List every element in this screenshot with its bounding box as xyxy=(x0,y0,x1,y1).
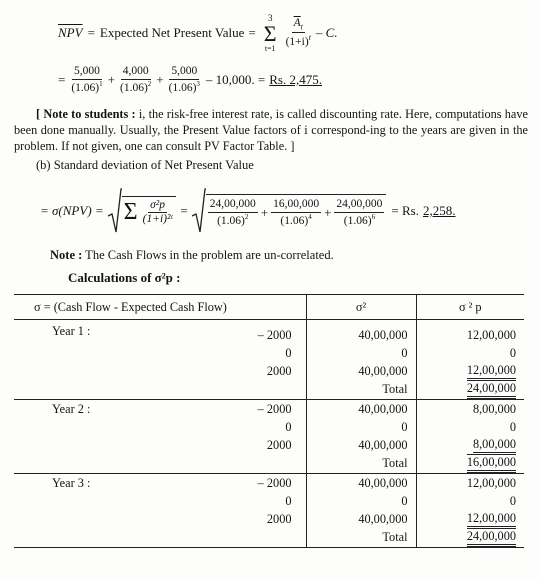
total-row xyxy=(14,528,524,548)
deviation-cell: Year 3 : – 2000 xyxy=(14,474,306,493)
header-sigma-sq-p: σ ² p xyxy=(416,295,524,320)
npv-computation: = $\frac{5,000}{(1.06)^1}$ + $\frac{4,000}{(1.06)^2}$ + $\frac{5,000}{(1.06)^3}$ – 10,000. = Rs. 2,475. xyxy=(58,65,322,94)
minus-c: – C. xyxy=(315,25,338,40)
std-dev-result: 2,258. xyxy=(422,203,456,218)
sigma-sq-cell: 40,00,000 xyxy=(306,400,416,419)
table-row xyxy=(14,418,524,436)
sigma-sq-cell: 0 xyxy=(306,418,416,436)
sigma-sq-p-cell: 0 xyxy=(416,344,524,362)
sigma-sq-p-cell: 0 xyxy=(416,418,524,436)
sigma-sq-cell: 40,00,000 xyxy=(306,436,416,454)
sigma-sq-p-cell: 12,00,000 xyxy=(416,320,524,345)
sigma-sum: 3 Σ t=1 xyxy=(263,12,277,53)
empty-cell xyxy=(14,454,306,474)
table-header xyxy=(14,295,524,320)
sigma-sq-cell: 0 xyxy=(306,344,416,362)
sigma-sq-p-cell: 12,00,000 xyxy=(416,362,524,380)
sigma-sq-p-cell: 8,00,000 xyxy=(416,400,524,419)
total-row xyxy=(14,454,524,474)
total-value: 24,00,000 xyxy=(416,380,524,400)
year-label: Year 2 : xyxy=(52,402,91,416)
total-label: Total xyxy=(306,528,416,548)
total-value: 16,00,000 xyxy=(416,454,524,474)
sigma-sq-cell: 40,00,000 xyxy=(306,362,416,380)
computation-tail: – 10,000. = xyxy=(205,72,266,87)
radical-icon xyxy=(108,188,122,234)
section-b-heading: (b) Standard deviation of Net Present Value xyxy=(36,158,254,172)
note-to-students: [ Note to students : i, the risk-free interest rate, is called discounting rate. Here, computations have been done manually. Usually, the Present Value factors of i correspond-ing to the years are given in the problem. If not given, one can consult PV Factor Table. ] xyxy=(14,107,528,153)
header-sigma-sq: σ² xyxy=(306,295,416,320)
radical-icon xyxy=(192,188,206,234)
sigma-sq-cell: 40,00,000 xyxy=(306,320,416,345)
calculations-table xyxy=(14,294,524,548)
sigma-sq-p-cell: 0 xyxy=(416,492,524,510)
table-row xyxy=(14,492,524,510)
calculations-title: Calculations of σ²p : xyxy=(68,270,181,285)
table-row xyxy=(14,474,524,493)
deviation-cell: 0 xyxy=(285,493,292,508)
deviation-cell: 2000 xyxy=(266,511,292,526)
deviation-cell: 0 xyxy=(285,419,292,434)
total-label: Total xyxy=(306,454,416,474)
empty-cell xyxy=(14,380,306,400)
year-label: Year 1 : xyxy=(52,324,91,338)
term-3: $\frac{5,000}{(1.06)^3}$ xyxy=(168,65,200,94)
deviation-cell: 2000 xyxy=(266,363,292,378)
sigma-sq-p-cell: 8,00,000 xyxy=(416,436,524,454)
sqrt-sum: Σ $\frac{\text{σ²p}}{\text{(1+i)²ᵗ}}$ xyxy=(108,188,177,234)
term-1: $\frac{5,000}{(1.06)^1}$ xyxy=(71,65,103,94)
note-uncorrelated: Note : The Cash Flows in the problem are un-correlated. xyxy=(50,248,334,262)
npv-label: Expected Net Present Value xyxy=(99,25,245,40)
deviation-cell: 0 xyxy=(285,345,292,360)
sigma-sq-p-cell: 12,00,000 xyxy=(416,510,524,528)
empty-cell xyxy=(14,528,306,548)
total-label: Total xyxy=(306,380,416,400)
sigma-sq-p-cell: 12,00,000 xyxy=(416,474,524,493)
table-row xyxy=(14,510,524,528)
table-row xyxy=(14,344,524,362)
total-value: 24,00,000 xyxy=(416,528,524,548)
deviation-cell: Year 1 : – 2000 xyxy=(52,324,292,342)
sqrt-values: $\frac{24,00,000}{(1.06)^2}$ + $\frac{16,00,000}{(1.06)^4}$ + $\frac{24,00,000}{(1.06)^6}$ xyxy=(192,188,387,234)
deviation-cell: Year 2 : – 2000 xyxy=(14,400,306,419)
table-row xyxy=(14,320,524,345)
npv-symbol: $\overline{NPV}$ xyxy=(58,25,83,40)
sigma-sq-cell: 0 xyxy=(306,492,416,510)
sigma-sq-cell: 40,00,000 xyxy=(306,474,416,493)
table-row xyxy=(14,436,524,454)
table-row xyxy=(14,400,524,419)
header-deviation: σ = (Cash Flow - Expected Cash Flow) xyxy=(14,295,306,320)
year-label: Year 3 : xyxy=(52,476,91,490)
table-row xyxy=(14,362,524,380)
total-row xyxy=(14,380,524,400)
equals-sign: = xyxy=(87,25,95,40)
npv-fraction: $\frac{\overline{A}_t}{(1+i)^t}$ xyxy=(285,17,311,48)
npv-formula: $\overline{NPV}$ = Expected Net Present Value = 3 Σ t=1 $\frac{\overline{A}_t}{(1+i)^t}$ – C. xyxy=(58,12,338,53)
std-dev-formula: = σ(NPV) = Σ $\frac{\text{σ²p}}{\text{(1+i)²ᵗ}}$ = $\frac{24,00,000}{(1.06)^2}$ + $\frac{16,00,000}{(1.06)^4}$ + $\frac{24,00,000}{(1.06)^6}$ = Rs. 2,258. xyxy=(40,182,455,240)
deviation-cell: 2000 xyxy=(266,437,292,452)
npv-result: Rs. 2,475. xyxy=(269,72,322,87)
term-2: $\frac{4,000}{(1.06)^2}$ xyxy=(119,65,152,94)
sigma-sq-cell: 40,00,000 xyxy=(306,510,416,528)
